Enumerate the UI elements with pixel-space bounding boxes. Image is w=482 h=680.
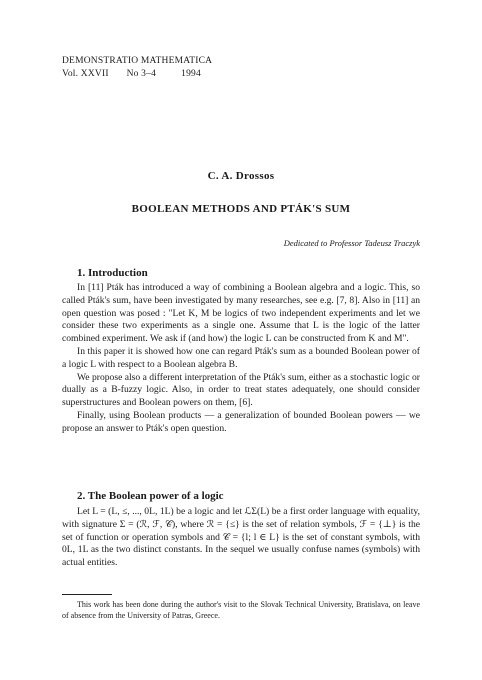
paper-title: BOOLEAN METHODS AND PTÁK'S SUM: [131, 203, 351, 215]
dedication: Dedicated to Professor Tadeusz Traczyk: [283, 238, 420, 248]
volume: Vol. XXVII: [62, 69, 109, 79]
section-heading-introduction: 1. Introduction: [77, 267, 148, 279]
year: 1994: [181, 69, 201, 79]
section-heading-boolean-power: 2. The Boolean power of a logic: [77, 490, 224, 502]
paragraph: In this paper it is showed how one can regard Pták's sum as a bounded Boolean power of a logic L with respect to a Boolean algebra B.: [62, 345, 420, 370]
paragraph: In [11] Pták has introduced a way of combining a Boolean algebra and a logic. This, so called Pták's sum, have been investigated by many researches, see e.g. [7, 8]. Also in [11] an open question was posed : "Let K, M be logics of two independent experiments and let we consider these two experiments as a single one. Assume that L is the logic of the latter combined experiment. We ask if (and how) the logic L can be constructed from K and M".: [62, 282, 420, 345]
footnote-rule: [62, 594, 112, 595]
section-body-introduction: [62, 282, 420, 436]
paragraph: Let L = (L, ≤, ..., 0L, 1L) be a logic and let ℒΣ(L) be a first order language with equality, with signature Σ = (ℛ, ℱ, 𝒞), where ℛ = {≤} is the set of relation symbols, ℱ = {⊥} is the set of function or operation symbols and 𝒞 = {l; l ∈ L} is the set of constant symbols, with 0L, 1L as the two distinct constants. In the sequel we usually confuse names (symbols) with actual entities.: [62, 506, 420, 569]
journal-name: DEMONSTRATIO MATHEMATICA: [62, 56, 213, 66]
issue-number: No 3–4: [126, 69, 157, 79]
section-body-boolean-power: [62, 506, 420, 570]
issue-info: [62, 69, 201, 79]
author-name: C. A. Drossos: [207, 170, 275, 182]
paragraph: Finally, using Boolean products — a generalization of bounded Boolean powers — we propose an answer to Pták's open question.: [62, 409, 420, 434]
footnote: [62, 599, 420, 621]
footnote-text: This work has been done during the author's visit to the Slovak Technical University, Bratislava, on leave of absence from the University of Patras, Greece.: [62, 600, 420, 620]
paragraph: We propose also a different interpretation of the Pták's sum, either as a stochastic logic or dually as a B-fuzzy logic. Also, in order to treat states adequately, one should consider superstructures and Boolean powers on them, [6].: [62, 371, 420, 409]
